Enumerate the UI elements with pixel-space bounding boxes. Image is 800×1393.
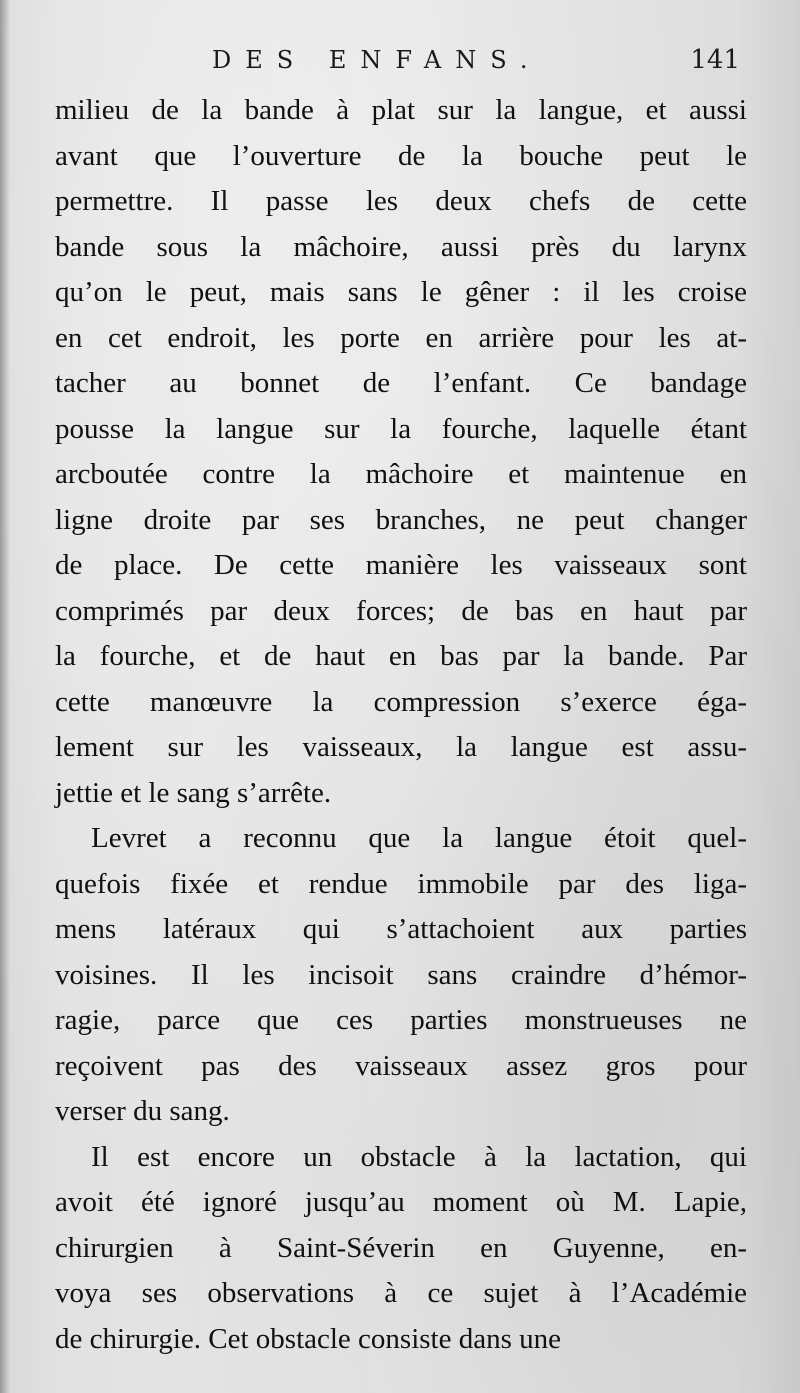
text-line: ragie, parce que ces parties monstrueuses ne (55, 1004, 747, 1036)
text-line: de place. De cette manière les vaisseaux sont (55, 549, 747, 581)
running-title: DES ENFANS. (212, 46, 542, 74)
text-line: mens latéraux qui s’attachoient aux parties (55, 913, 747, 945)
running-header (0, 40, 800, 80)
body-text (55, 88, 747, 1362)
paragraph (55, 816, 747, 1135)
text-line: ligne droite par ses branches, ne peut changer (55, 503, 747, 536)
text-line: comprimés par deux forces; de bas en haut par (55, 594, 747, 627)
paragraph (55, 1135, 747, 1363)
text-line: Il est encore un obstacle à la lactation, qui (91, 1140, 747, 1173)
text-line: la fourche, et de haut en bas par la bande. Par (55, 640, 747, 672)
text-line: cette manœuvre la compression s’exerce éga- (55, 685, 747, 718)
text-line: qu’on le peut, mais sans le gêner : il les croise (55, 276, 747, 308)
text-line: tacher au bonnet de l’enfant. Ce bandage (55, 367, 747, 399)
page-number: 141 (690, 45, 740, 75)
text-line: en cet endroit, les porte en arrière pour les at- (55, 321, 747, 354)
text-line: reçoivent pas des vaisseaux assez gros pour (55, 1049, 747, 1082)
text-line: lement sur les vaisseaux, la langue est assu- (55, 731, 747, 763)
text-line: avant que l’ouverture de la bouche peut le (55, 139, 747, 172)
text-line: pousse la langue sur la fourche, laquelle étant (55, 412, 747, 445)
paragraph (55, 88, 747, 816)
text-line: voisines. Il les incisoit sans craindre d’hémor- (55, 958, 747, 991)
text-line: chirurgien à Saint-Séverin en Guyenne, en- (55, 1231, 747, 1264)
text-line: jettie et le sang s’arrête. (55, 776, 332, 809)
text-line: quefois fixée et rendue immobile par des liga- (55, 867, 747, 900)
text-line: de chirurgie. Cet obstacle consiste dans une (55, 1322, 562, 1355)
text-line: milieu de la bande à plat sur la langue, et aussi (55, 94, 747, 126)
text-line: avoit été ignoré jusqu’au moment où M. Lapie, (55, 1186, 747, 1218)
text-line: voya ses observations à ce sujet à l’Académie (55, 1277, 747, 1309)
text-line: verser du sang. (55, 1095, 230, 1127)
text-line: bande sous la mâchoire, aussi près du larynx (55, 230, 747, 263)
text-line: Levret a reconnu que la langue étoit quel- (91, 822, 747, 854)
text-line: permettre. Il passe les deux chefs de cette (55, 185, 747, 217)
text-line: arcboutée contre la mâchoire et maintenue en (55, 458, 747, 490)
